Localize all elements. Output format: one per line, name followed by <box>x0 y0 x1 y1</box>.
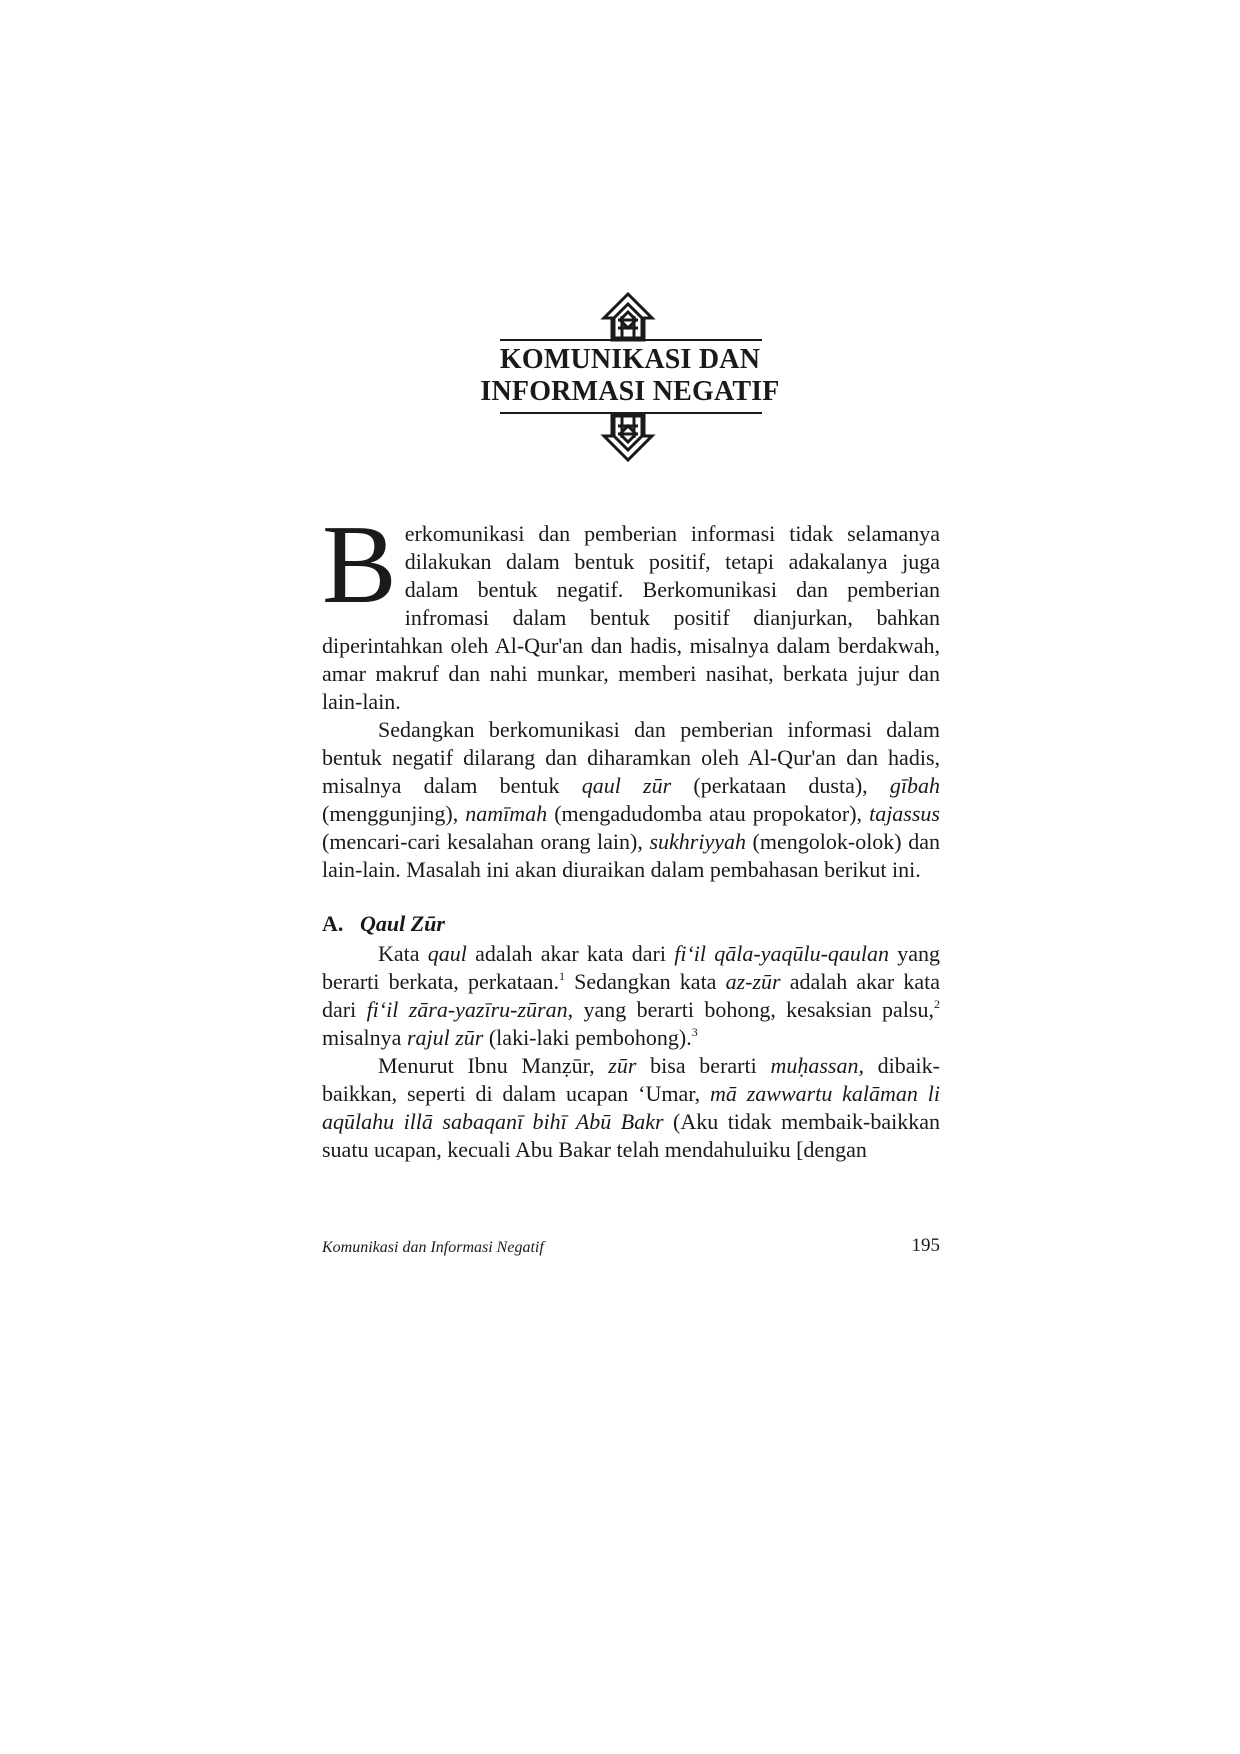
chapter-title-line-2: INFORMASI NEGATIF <box>480 376 780 407</box>
term-zara: fi‘il zāra-yazīru-zūran <box>366 997 568 1022</box>
section-title: Qaul Zūr <box>360 911 445 936</box>
section-paragraph-2 <box>322 1052 940 1164</box>
page-number: 195 <box>911 1235 940 1256</box>
text-run: Sedangkan kata <box>564 969 726 994</box>
text-run: (Aku tidak membaik-baikkan suatu ucapan, kecuali Abu Bakar telah mendahuluiku [dengan <box>322 1109 940 1162</box>
chapter-title-line-1: KOMUNIKASI DAN <box>499 344 761 375</box>
text-run: (mencari-cari kesalahan orang lain), <box>322 829 650 854</box>
footnote-ref-2[interactable]: 2 <box>934 997 940 1011</box>
term-gibah: gībah <box>889 773 940 798</box>
term-rajul-zur: rajul zūr <box>406 1025 484 1050</box>
text-run: Kata <box>378 941 428 966</box>
text-run: adalah akar kata dari <box>466 941 675 966</box>
term-zur: zūr <box>608 1053 637 1078</box>
section-heading <box>322 908 940 940</box>
text-run: (mengadudomba atau propokator), <box>547 801 870 826</box>
footnote-ref-1[interactable]: 1 <box>558 969 565 983</box>
term-namimah: namīmah <box>465 801 548 826</box>
intro-paragraph-1-text: erkomunikasi dan pemberian informasi tidak selamanya dilakukan dalam bentuk positif, tetapi adakalanya juga dalam bentuk negatif. Berkomunikasi dan pemberian infromasi dalam bentuk positif dianjurkan, bahkan diperintahkan oleh Al-Qur'an dan hadis, misalnya dalam berdakwah, amar makruf dan nahi munkar, memberi nasihat, berkata jujur dan lain-lain. <box>322 521 940 714</box>
quote-umar: mā zawwartu kalāman li aqūlahu illā sabaqanī bihī Abū Bakr <box>322 1081 940 1134</box>
text-run: (perkataan dusta), <box>671 773 890 798</box>
running-footer-title: Komunikasi dan Informasi Negatif <box>322 1239 544 1256</box>
intro-paragraph-1 <box>322 503 940 716</box>
body-text <box>322 503 941 1164</box>
section-label: A. <box>322 911 344 936</box>
text-run: bisa berarti <box>636 1053 771 1078</box>
arabesque-ornament-icon <box>596 400 660 464</box>
term-tajassus: tajassus <box>869 801 940 826</box>
chapter-title <box>420 344 840 408</box>
text-run: yang berarti berkata, perkataan. <box>322 941 941 994</box>
heading-rule-top <box>500 339 762 341</box>
text-run: misalnya <box>322 1025 407 1050</box>
drop-cap: B <box>322 503 397 627</box>
text-run: adalah akar kata dari <box>322 969 941 1022</box>
section-paragraph-1 <box>322 940 940 1052</box>
text-run: Sedangkan berkomunikasi dan pemberian informasi dalam bentuk negatif dilarang dan diharamkan oleh Al-Qur'an dan hadis, misalnya dalam bentuk <box>322 717 940 798</box>
text-run: (mengolok-olok) dan lain-lain. Masalah ini akan diuraikan dalam pembahasan berikut ini. <box>322 829 940 882</box>
text-run: , yang berarti bohong, kesaksian palsu, <box>567 997 934 1022</box>
term-az-zur: az-zūr <box>725 969 781 994</box>
text-run: Menurut Ibnu Manẓūr, <box>378 1053 609 1078</box>
text-run: (laki-laki pembohong). <box>483 1025 692 1050</box>
term-qala: fi‘il qāla-yaqūlu-qaulan <box>674 941 890 966</box>
intro-paragraph-2 <box>322 716 940 884</box>
term-muhassan: muḥassan, <box>770 1053 864 1078</box>
term-sukhriyyah: sukhriyyah <box>649 829 746 854</box>
term-qaul: qaul <box>427 941 467 966</box>
text-run: (menggunjing), <box>322 801 466 826</box>
text-run: dibaik-baikkan, seperti di dalam ucapan ‘Umar, <box>322 1053 940 1106</box>
term-qaul-zur: qaul zūr <box>581 773 672 798</box>
footnote-ref-3[interactable]: 3 <box>691 1025 698 1039</box>
